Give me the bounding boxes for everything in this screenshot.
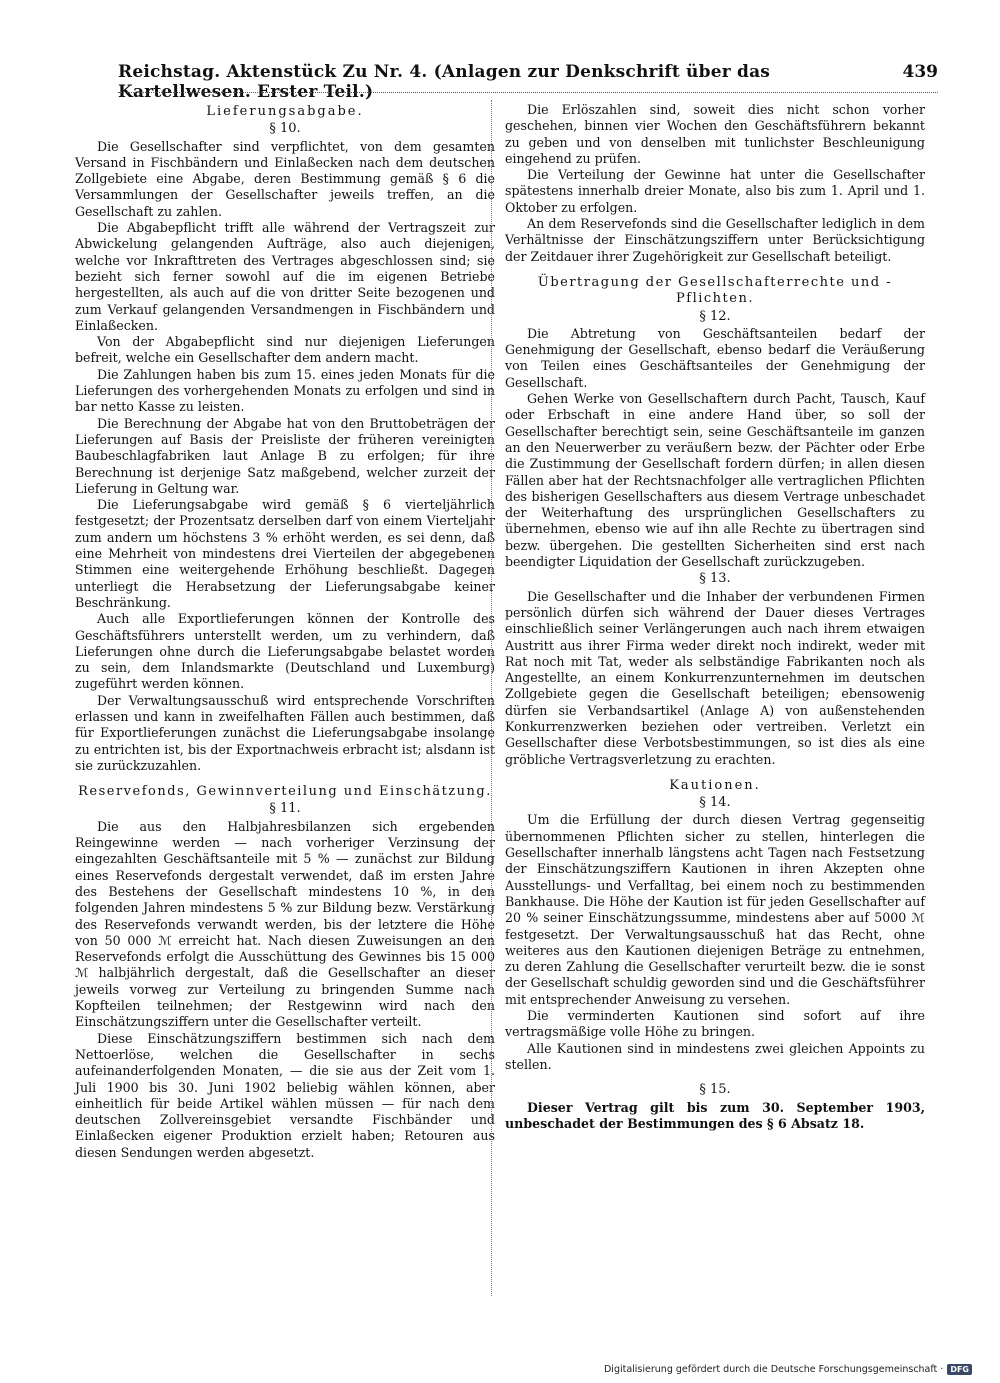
heading-reservefonds: Reservefonds, Gewinnverteilung und Einschätzung.	[78, 784, 492, 800]
paragraph: Die Abtretung von Geschäftsanteilen bedarf der Genehmigung der Gesellschaft, ebenso bedarf die Veräußerung von Teilen eines Geschäftsanteiles der Genehmigung der Gesellschaft.	[505, 325, 925, 390]
right-column	[505, 102, 925, 1132]
paragraph: Die Lieferungsabgabe wird gemäß § 6 vierteljährlich festgesetzt; der Prozentsatz derselben darf von einem Vierteljahr zum andern um höchstens 3 % erhöht werden, es sei denn, daß eine Mehrheit von mindestens drei Vierteilen der abgegebenen Stimmen eine weitergehende Erhöhung beschließt. Dagegen unterliegt die Herabsetzung der Lieferungsabgabe keiner Beschränkung.	[75, 497, 495, 610]
paragraph: Die verminderten Kautionen sind sofort auf ihre vertragsmäßige volle Höhe zu bringen.	[505, 1008, 925, 1040]
paragraph: Gehen Werke von Gesellschaftern durch Pacht, Tausch, Kauf oder Erbschaft in eine andere Hand über, so soll der Gesellschafter berechtigt sein, seine Geschäftsanteile im ganzen an den Neuerwerber zu veräußern bezw. der Pächter oder Erbe die Zustimmung der Gesellschaft fordern dürfen; in allen diesen Fällen aber hat der Rechtsnachfolger alle vertraglichen Pflichten des bisherigen Gesellschafters aus diesem Vertrage unbeschadet der Weiterhaftung des ursprünglichen Gesellschafters zu übernehmen, ebenso wie auf ihn alle Rechte zu übertragen sind bezw. übergehen. Die gestellten Sicherheiten sind erst nach beendigter Liquidation der Gesellschaft zurückzugeben.	[505, 391, 925, 570]
section-10: § 10.	[269, 121, 301, 137]
left-column	[75, 102, 495, 1161]
paragraph: Die Berechnung der Abgabe hat von den Bruttobeträgen der Lieferungen auf Basis der Preisliste der früheren vereinigten Baubeschlagfabriken laut Anlage B zu erfolgen; für ihre Berechnung ist derjenige Satz maßgebend, welcher zurzeit der Lieferung in Geltung war.	[75, 415, 495, 496]
paragraph: Die aus den Halbjahresbilanzen sich ergebenden Reingewinne werden — nach vorheriger Verzinsung der eingezahlten Geschäftsanteile mit 5 % — zunächst zur Bildung eines Reservefonds dergestalt verwendet, daß im ersten Jahre des Bestehens der Gesellschaft mindestens 10 %, in den folgenden Jahren mindestens 5 % zur Bildung bezw. Verstärkung des Reservefonds verwandt werden, bis der letztere die Höhe von 50 000 ℳ erreicht hat. Nach diesen Zuweisungen an den Reservefonds erfolgt die Ausschüttung des Gewinnes bis 15 000 ℳ halbjährlich dergestalt, daß die Gesellschafter an dieser jeweils vorweg zur Verteilung zu bringenden Summe nach Kopfteilen teilnehmen; der Restgewinn wird nach den Einschätzungsziffern unter die Gesellschafter verteilt.	[75, 818, 495, 1030]
footer-text: Digitalisierung gefördert durch die Deutsche Forschungsgemeinschaft ·	[603, 1364, 944, 1375]
heading-uebertragung: Übertragung der Gesellschafterrechte und -Pflichten.	[537, 274, 893, 307]
heading-kautionen: Kautionen.	[669, 777, 761, 793]
running-header	[118, 62, 938, 102]
paragraph: Die Verteilung der Gewinne hat unter die Gesellschafter spätestens innerhalb dreier Monate, also bis zum 1. April und 1. Oktober zu erfolgen.	[505, 167, 925, 215]
paragraph: An dem Reservefonds sind die Gesellschafter lediglich in dem Verhältnisse der Einschätzungsziffern unter Berücksichtigung der Zeitdauer ihrer Zugehörigkeit zur Gesellschaft beteiligt.	[505, 216, 925, 264]
paragraph: Von der Abgabepflicht sind nur diejenigen Lieferungen befreit, welche ein Gesellschafter dem andern macht.	[75, 334, 495, 366]
dfg-logo-icon: DFG	[947, 1364, 972, 1375]
footer-credit	[604, 1364, 972, 1375]
paragraph: Die Erlöszahlen sind, soweit dies nicht schon vorher geschehen, binnen vier Wochen den Geschäftsführern bekannt zu geben und von denselben mit tunlichster Beschleunigung eingehend zu prüfen.	[505, 102, 925, 166]
page-number: 439	[902, 62, 938, 82]
header-title: Reichstag. Aktenstück Zu Nr. 4. (Anlagen zur Denkschrift über das Kartellwesen. Erster Teil.)	[118, 62, 771, 102]
section-13: § 13.	[699, 571, 731, 587]
paragraph: Um die Erfüllung der durch diesen Vertrag gegenseitig übernommenen Pflichten sicher zu stellen, hinterlegen die Gesellschafter innerhalb längstens acht Tagen nach Festsetzung der Einschätzungsziffern Kautionen in ihren Akzepten ohne Ausstellungs- und Verfalltag, bei einem noch zu bestimmenden Bankhause. Die Höhe der Kaution ist für jeden Gesellschafter auf 20 % seiner Einschätzungssumme, mindestens aber auf 5000 ℳ festgesetzt. Der Verwaltungsausschuß hat das Recht, ohne weiteres aus den Kautionen diejenigen Beträge zu entnehmen, zu deren Zahlung die Gesellschafter verurteilt bezw. die ie sonst der Gesellschaft schuldig geworden sind und die Geschäftsführer mit entsprechender Anweisung zu versehen.	[505, 812, 925, 1007]
paragraph: Auch alle Exportlieferungen können der Kontrolle des Geschäftsführers unterstellt werden, um zu verhindern, daß Lieferungen ohne durch die Lieferungsabgabe belastet worden zu sein, dem Inlandsmarkte (Deutschland und Luxemburg) zugeführt werden können.	[75, 611, 495, 692]
heading-lieferungsabgabe: Lieferungsabgabe.	[206, 104, 364, 119]
paragraph: Die Abgabepflicht trifft alle während der Vertragszeit zur Abwickelung gelangenden Aufträge, also auch diejenigen, welche vor Inkrafttreten des Vertrages abgeschlossen sind; sie bezieht sich ferner sowohl auf die im eigenen Betriebe hergestellten, als auch auf die von dritter Seite bezogenen und zum Verkauf gelangenden Versandmengen in Fischbändern und Einlaßecken.	[75, 220, 495, 333]
section-15: § 15.	[699, 1082, 731, 1098]
section-12: § 12.	[699, 308, 731, 324]
header-rule	[118, 92, 938, 93]
paragraph: Die Zahlungen haben bis zum 15. eines jeden Monats für die Lieferungen des vorhergehenden Monats zu erfolgen und sind in bar netto Kasse zu leisten.	[75, 366, 495, 415]
paragraph: Dieser Vertrag gilt bis zum 30. September 1903, unbeschadet der Bestimmungen des § 6 Absatz 18.	[505, 1099, 925, 1131]
column-divider	[491, 100, 492, 1296]
paragraph: Alle Kautionen sind in mindestens zwei gleichen Appoints zu stellen.	[505, 1040, 925, 1072]
section-11: § 11.	[269, 801, 301, 817]
paragraph: Die Gesellschafter sind verpflichtet, von dem gesamten Versand in Fischbändern und Einlaßecken nach dem deutschen Zollgebiete eine Abgabe, deren Bestimmung gemäß § 6 die Versammlungen der Gesellschafter jeweils treffen, an die Gesellschaft zu zahlen.	[75, 138, 495, 219]
paragraph: Der Verwaltungsausschuß wird entsprechende Vorschriften erlassen und kann in zweifelhaften Fällen auch bestimmen, daß für Exportlieferungen zunächst die Lieferungsabgabe insolange zu entrichten ist, bis der Exportnachweis erbracht ist; alsdann ist sie zurückzuzahlen.	[75, 692, 495, 773]
paragraph: Diese Einschätzungsziffern bestimmen sich nach dem Nettoerlöse, welchen die Gesellschafter in sechs aufeinanderfolgenden Monaten, — die sie aus der Zeit vom 1. Juli 1900 bis 30. Juni 1902 beliebig wählen können, aber einheitlich für beide Artikel wählen müssen — für nach dem deutschen Zollvereinsgebiet versandte Fischbänder und Einlaßecken eigener Produktion erzielt haben; Retouren aus diesen Sendungen werden abgesetzt.	[75, 1030, 495, 1160]
paragraph: Die Gesellschafter und die Inhaber der verbundenen Firmen persönlich dürfen sich während der Dauer dieses Vertrages einschließlich seiner Verlängerungen auch nach ihrem etwaigen Austritt aus ihrer Firma weder direkt noch indirekt, weder mit Rat noch mit Tat, weder als selbständige Fabrikanten noch als Angestellte, an einem Konkurrenzunternehmen im deutschen Zollgebiete gegen die Gesellschaft beteiligen; ebensowenig dürfen sie Verbandsartikel (Anlage A) von außenstehenden Konkurrenzwerken beziehen oder vertreiben. Verletzt ein Gesellschafter diese Verbotsbestimmungen, so ist dies als eine gröbliche Vertragsverletzung zu erachten.	[505, 588, 925, 767]
section-14: § 14.	[699, 795, 731, 811]
